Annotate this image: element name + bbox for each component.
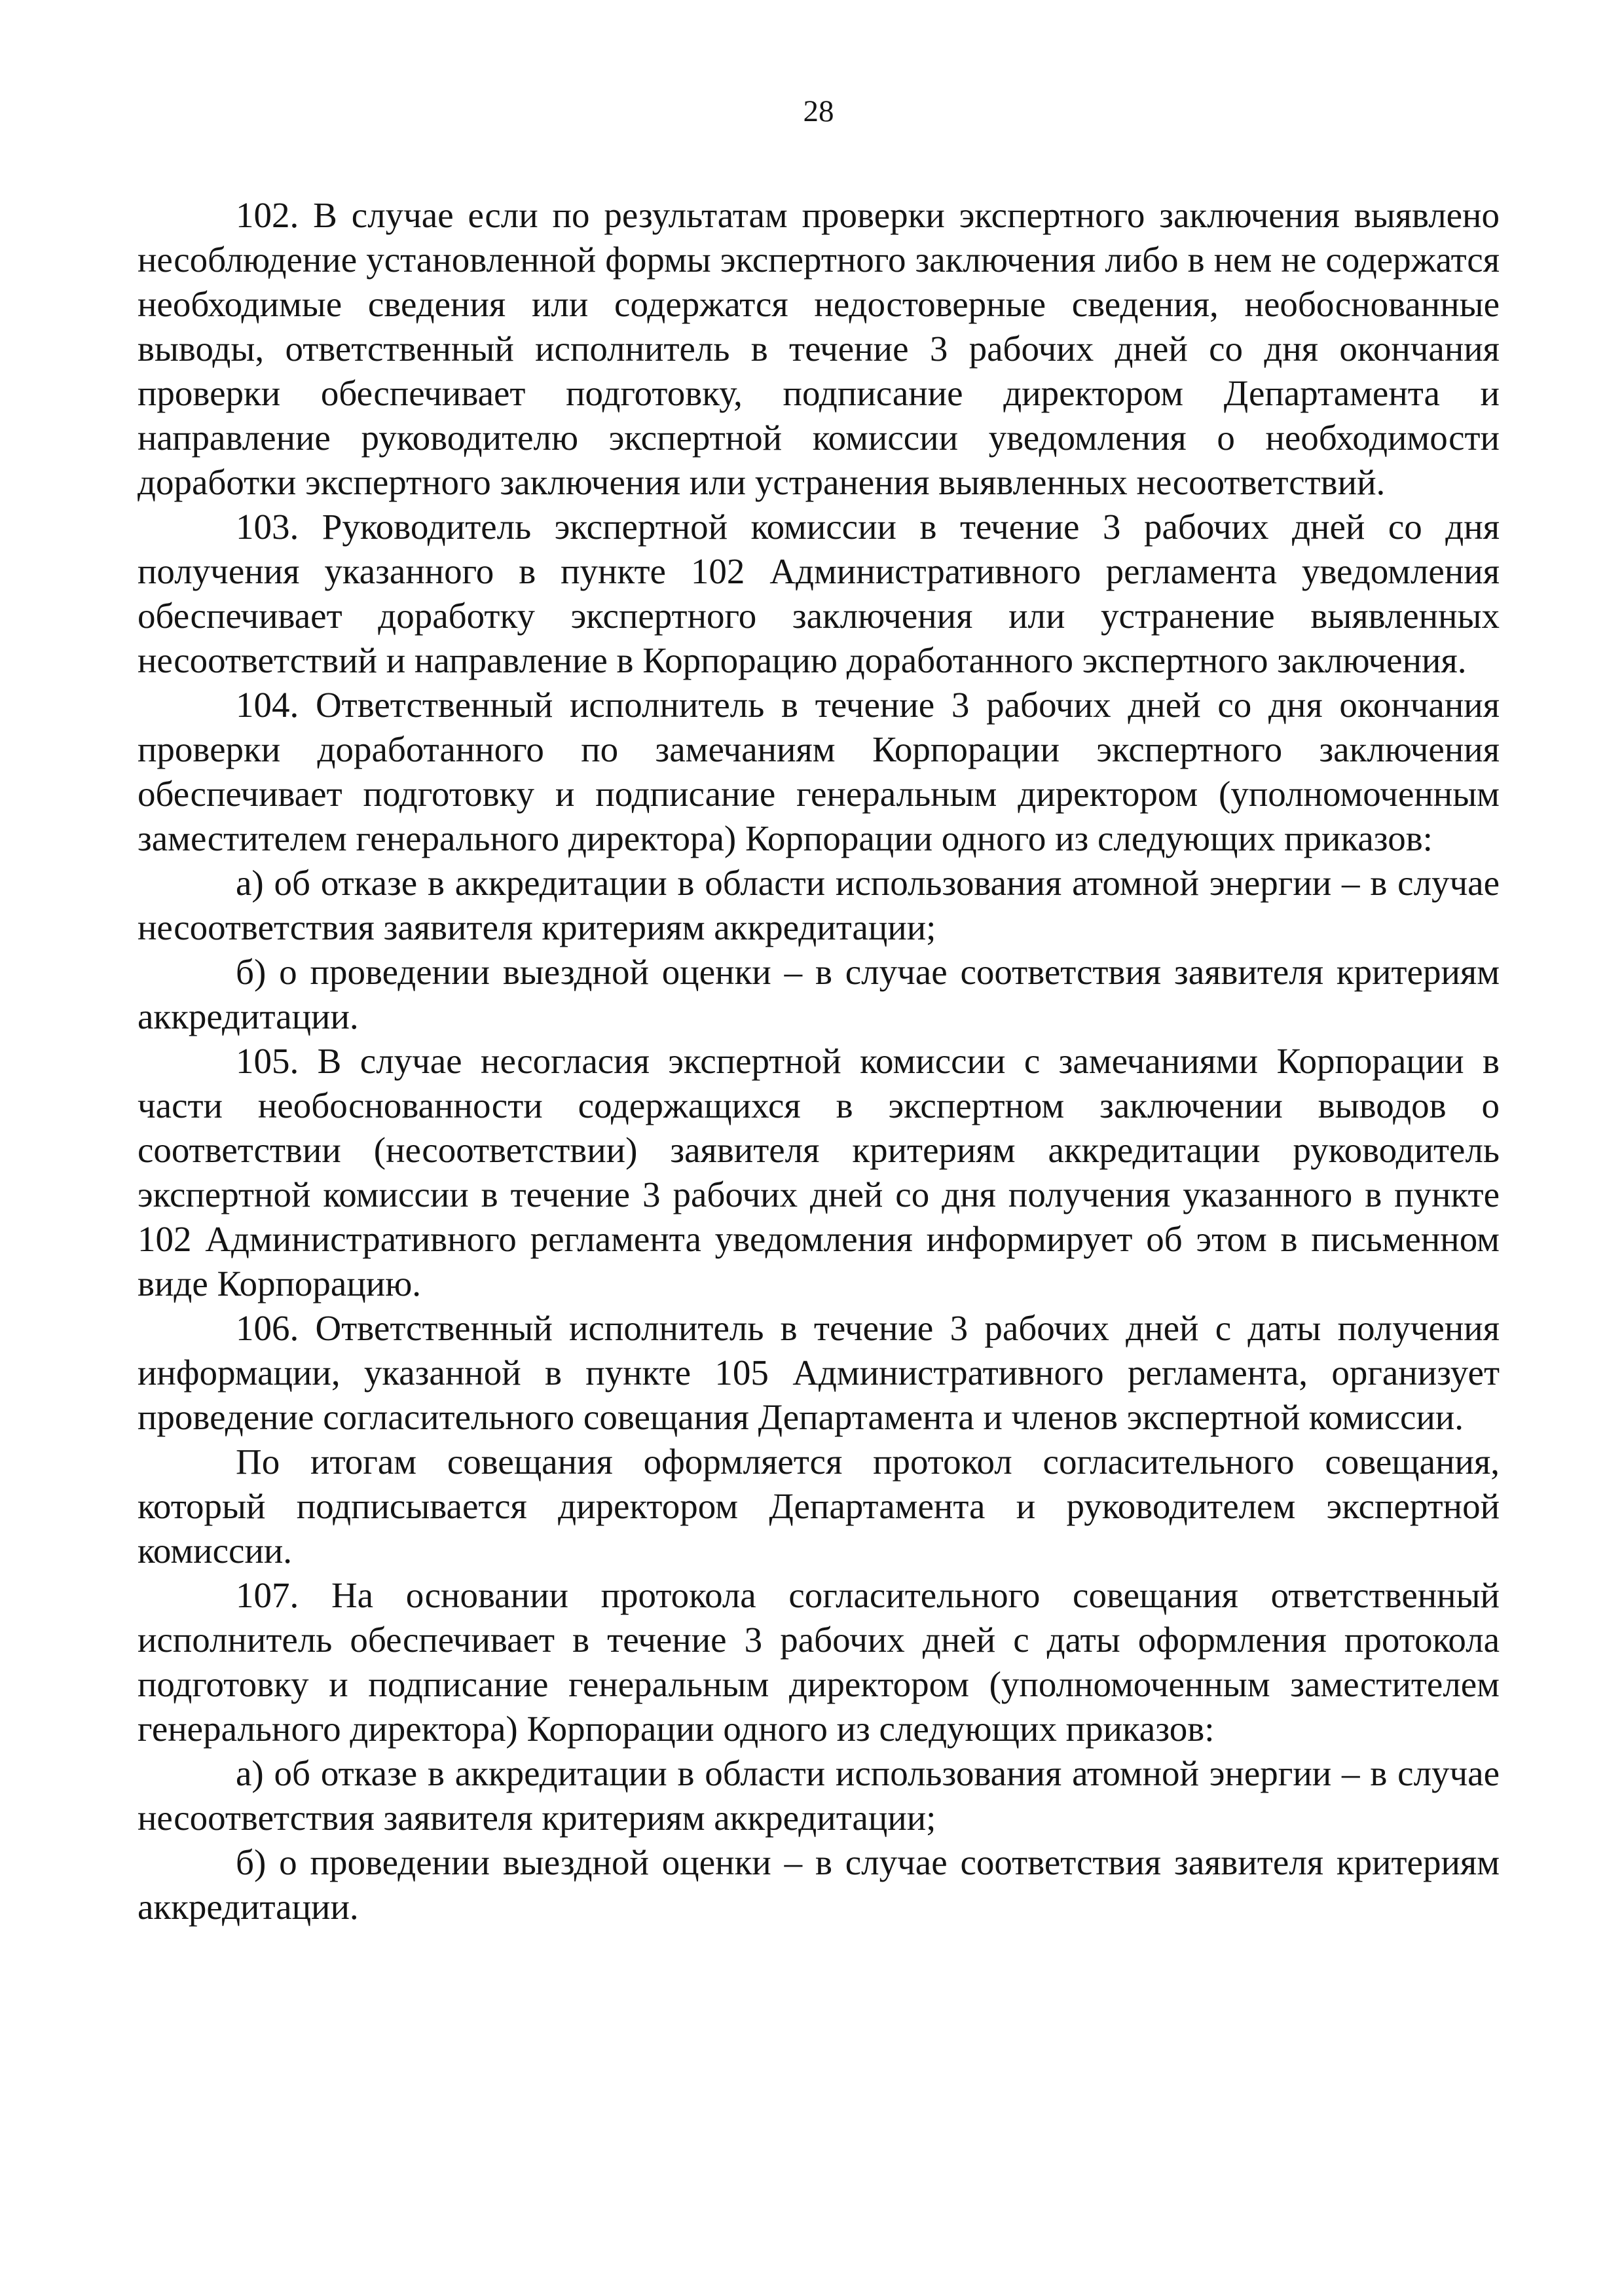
paragraph-107: 107. На основании протокола согласительного совещания ответственный исполнитель обеспечивает в течение 3 рабочих дней с даты оформления протокола подготовку и подписание генеральным директором (уполномоченным заместителем генерального директора) Корпорации одного из следующих приказов:: [138, 1575, 1500, 1749]
paragraph-106-continuation: По итогам совещания оформляется протокол согласительного совещания, который подписывается директором Департамента и руководителем экспертной комиссии.: [138, 1442, 1500, 1571]
paragraph-104: 104. Ответственный исполнитель в течение 3 рабочих дней со дня окончания проверки доработанного по замечаниям Корпорации экспертного заключения обеспечивает подготовку и подписание генеральным директором (уполномоченным заместителем генерального директора) Корпорации одного из следующих приказов:: [138, 685, 1500, 858]
paragraph-103: 103. Руководитель экспертной комиссии в течение 3 рабочих дней со дня получения указанного в пункте 102 Административного регламента уведомления обеспечивает доработку экспертного заключения или устранение выявленных несоответствий и направление в Корпорацию доработанного экспертного заключения.: [138, 507, 1500, 680]
paragraph-106: 106. Ответственный исполнитель в течение 3 рабочих дней с даты получения информации, указанной в пункте 105 Административного регламента, организует проведение согласительного совещания Департамента и членов экспертной комиссии.: [138, 1308, 1500, 1437]
paragraph-105: 105. В случае несогласия экспертной комиссии с замечаниями Корпорации в части необоснованности содержащихся в экспертном заключении выводов о соответствии (несоответствии) заявителя критериям аккредитации руководитель экспертной комиссии в течение 3 рабочих дней со дня получения указанного в пункте 102 Административного регламента уведомления информирует об этом в письменном виде Корпорацию.: [138, 1041, 1500, 1303]
page-number: 28: [803, 94, 834, 128]
document-page: [138, 92, 1500, 1929]
paragraph-104-item-b: б) о проведении выездной оценки – в случае соответствия заявителя критериям аккредитации.: [138, 952, 1500, 1036]
paragraph-107-item-a: а) об отказе в аккредитации в области использования атомной энергии – в случае несоответствия заявителя критериям аккредитации;: [138, 1753, 1500, 1838]
paragraph-102: 102. В случае если по результатам проверки экспертного заключения выявлено несоблюдение установленной формы экспертного заключения либо в нем не содержатся необходимые сведения или содержатся недостоверные сведения, необоснованные выводы, ответственный исполнитель в течение 3 рабочих дней со дня окончания проверки обеспечивает подготовку, подписание директором Департамента и направление руководителю экспертной комиссии уведомления о необходимости доработки экспертного заключения или устранения выявленных несоответствий.: [138, 195, 1500, 502]
paragraph-104-item-a: а) об отказе в аккредитации в области использования атомной энергии – в случае несоответствия заявителя критериям аккредитации;: [138, 863, 1500, 947]
paragraph-107-item-b: б) о проведении выездной оценки – в случае соответствия заявителя критериям аккредитации.: [138, 1842, 1500, 1927]
